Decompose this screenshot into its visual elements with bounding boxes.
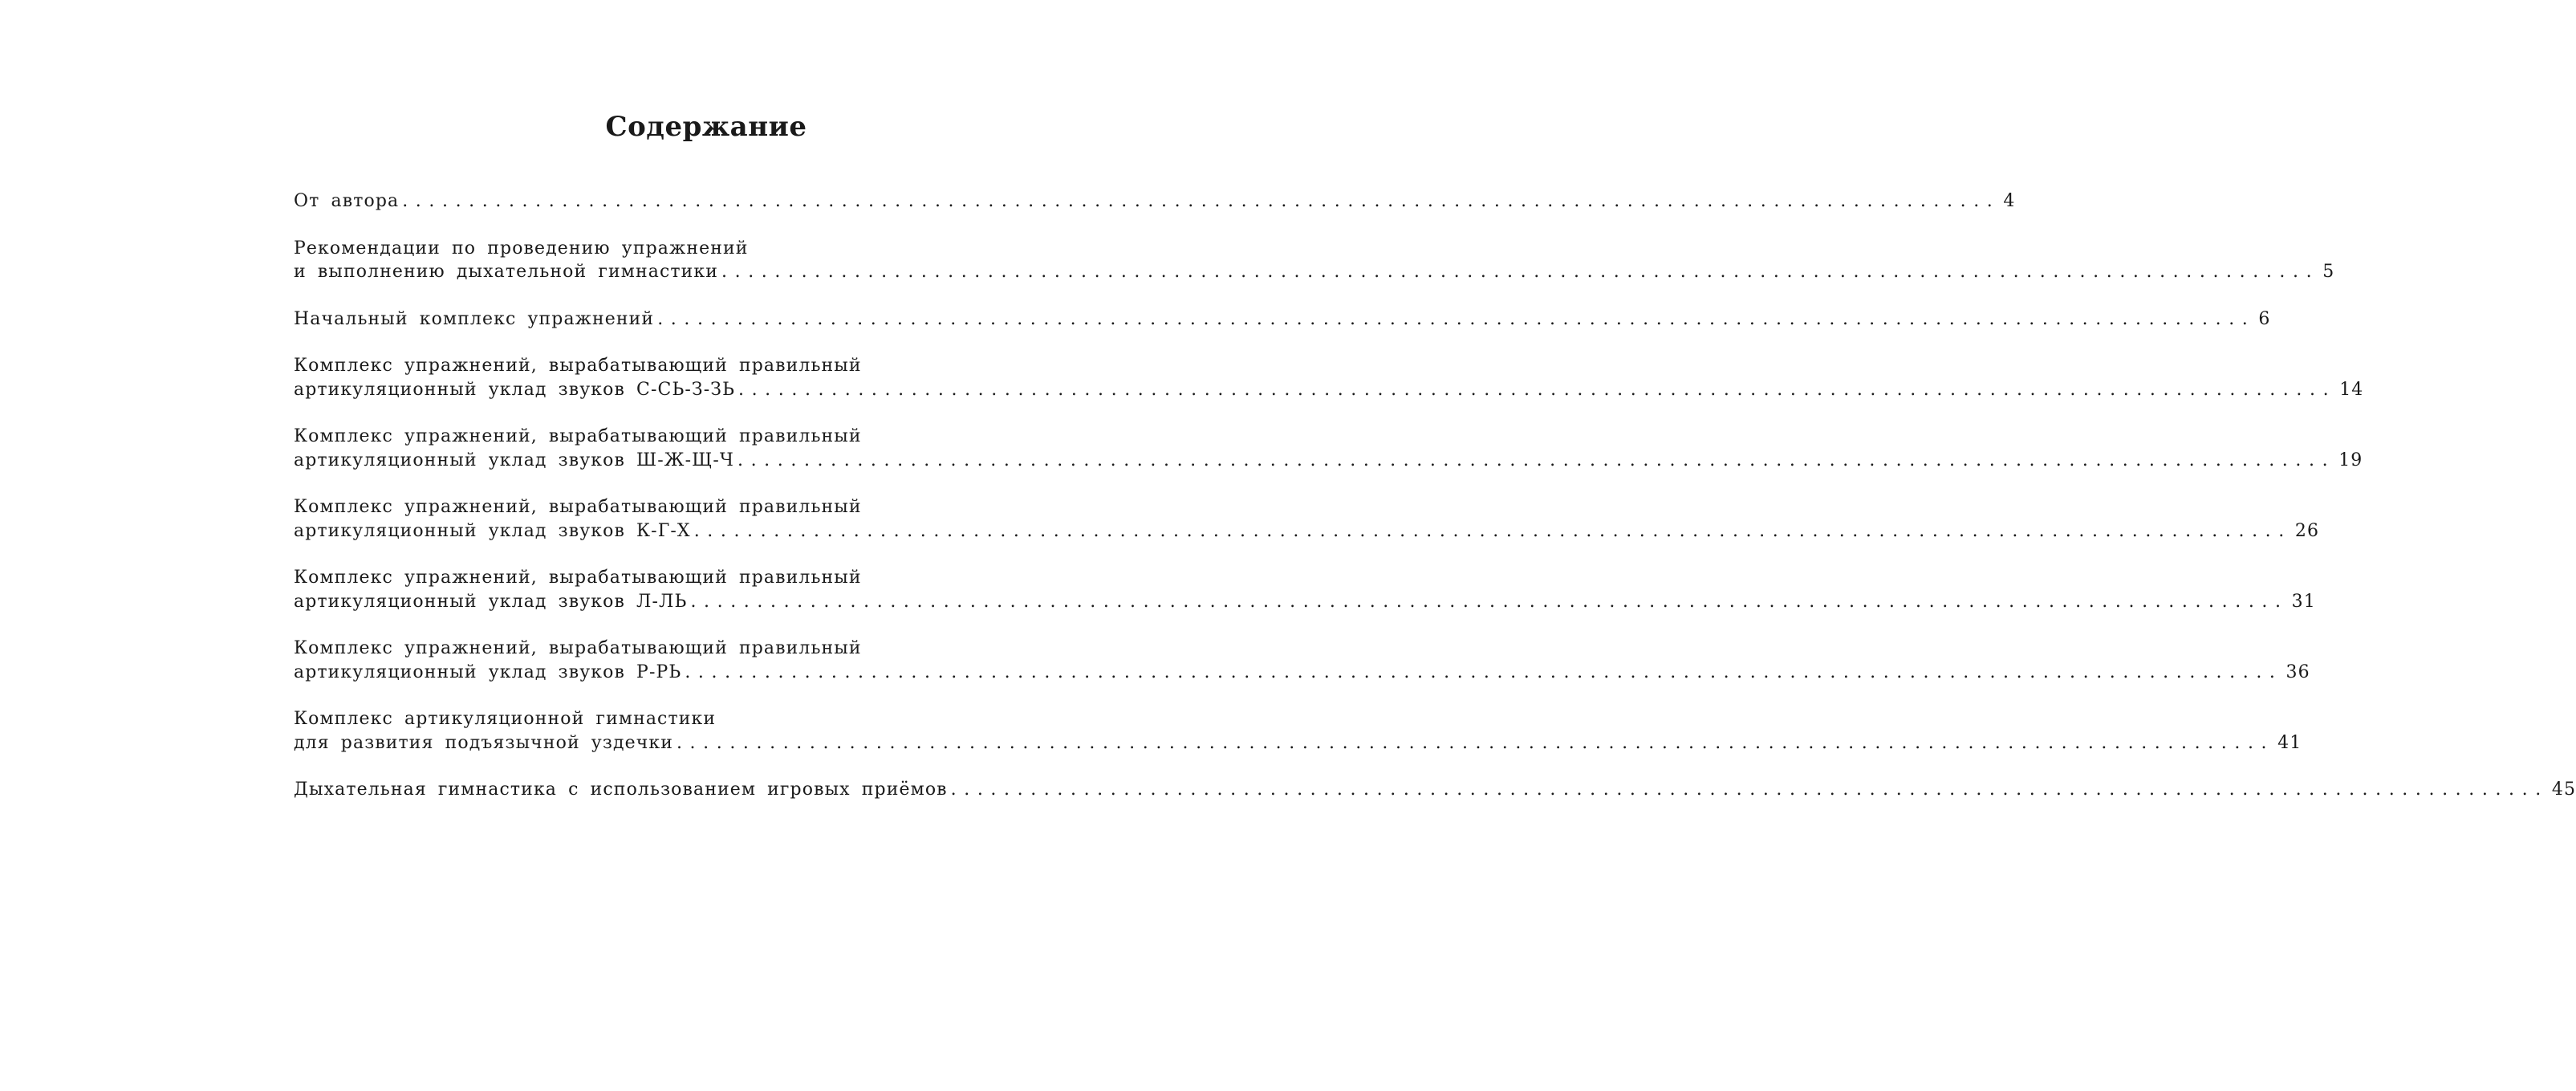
toc-entry[interactable]: [294, 189, 2016, 214]
toc-entry-title-continued: артикуляционный уклад звуков К-Г-Х: [294, 520, 691, 541]
dot-leader: ........................................................................................................................: [693, 520, 2292, 541]
toc-entry[interactable]: [294, 637, 2310, 684]
toc-page-number: 41: [2277, 732, 2302, 753]
toc-entry[interactable]: [294, 237, 2335, 284]
toc-entry-title: Начальный комплекс упражнений: [294, 308, 655, 329]
toc-entry-line: [294, 731, 2302, 755]
toc-entry-line: [294, 519, 2320, 543]
toc-entry-title: От автора: [294, 191, 400, 211]
toc-entry-line: [294, 590, 2316, 614]
toc-entry-title: Комплекс упражнений, вырабатывающий правильный: [294, 426, 862, 446]
toc-entry[interactable]: [294, 495, 2320, 543]
toc-entry-line: [294, 778, 2576, 802]
toc-page-number: 36: [2285, 662, 2310, 682]
toc-entry-title: Комплекс упражнений, вырабатывающий правильный: [294, 497, 862, 517]
toc-page-number: 45: [2551, 780, 2576, 800]
toc-entry-title: Дыхательная гимнастика с использованием игровых приёмов: [294, 780, 948, 800]
toc-entry-title-continued: и выполнению дыхательной гимнастики: [294, 262, 719, 282]
toc-entry[interactable]: [294, 778, 2576, 802]
dot-leader: ........................................................................................................................: [685, 662, 2283, 682]
toc-entry-title-continued: артикуляционный уклад звуков Р-РЬ: [294, 662, 682, 682]
toc-entry[interactable]: [294, 307, 2271, 332]
toc-entry-line: [294, 307, 2271, 332]
dot-leader: ........................................................................................................................: [738, 379, 2337, 400]
toc-entry-title-continued: для развития подъязычной уздечки: [294, 732, 673, 753]
toc-entry-title-continued: артикуляционный уклад звуков Л-ЛЬ: [294, 591, 688, 612]
toc-entry-title: Комплекс упражнений, вырабатывающий правильный: [294, 638, 862, 658]
table-of-contents: [294, 189, 2576, 825]
toc-entry-line: [294, 189, 2016, 214]
toc-entry-line: [294, 449, 2363, 473]
toc-entry-line: [294, 260, 2335, 284]
toc-entry[interactable]: [294, 354, 2364, 401]
toc-page-number: 6: [2258, 308, 2271, 329]
page-title: Содержание: [605, 111, 807, 143]
dot-leader: ........................................................................................................................: [950, 780, 2549, 800]
dot-leader: ........................................................................................................................: [402, 191, 2001, 211]
toc-page-number: 4: [2003, 191, 2016, 211]
dot-leader: ........................................................................................................................: [737, 450, 2336, 470]
toc-page-number: 26: [2294, 520, 2320, 541]
toc-entry-title: Комплекс упражнений, вырабатывающий правильный: [294, 568, 862, 588]
toc-entry-line: [294, 378, 2364, 402]
toc-entry-title: Комплекс упражнений, вырабатывающий правильный: [294, 356, 862, 376]
toc-entry-title: Комплекс артикуляционной гимнастики: [294, 709, 717, 729]
dot-leader: ........................................................................................................................: [721, 262, 2320, 282]
toc-entry[interactable]: [294, 566, 2316, 613]
toc-page-number: 14: [2339, 379, 2364, 400]
toc-page-number: 31: [2291, 591, 2316, 612]
toc-entry-line: [294, 661, 2310, 685]
dot-leader: ........................................................................................................................: [676, 732, 2275, 753]
toc-entry-title: Рекомендации по проведению упражнений: [294, 238, 749, 259]
toc-entry[interactable]: [294, 425, 2363, 472]
toc-entry-title-continued: артикуляционный уклад звуков С-СЬ-З-ЗЬ: [294, 379, 735, 400]
toc-page-number: 19: [2338, 450, 2363, 470]
dot-leader: ........................................................................................................................: [657, 308, 2256, 329]
toc-entry-title-continued: артикуляционный уклад звуков Ш-Ж-Щ-Ч: [294, 450, 734, 470]
toc-page-number: 5: [2322, 262, 2335, 282]
toc-entry[interactable]: [294, 707, 2302, 755]
dot-leader: ........................................................................................................................: [690, 591, 2289, 612]
